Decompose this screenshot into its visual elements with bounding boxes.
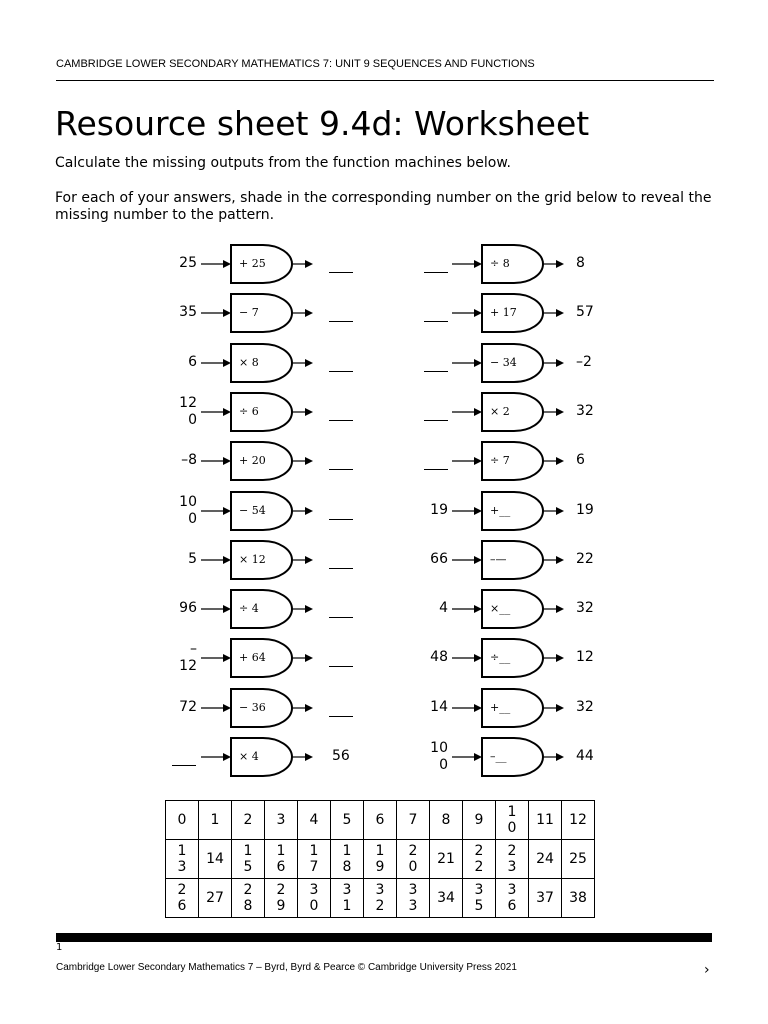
grid-cell[interactable]: 2 0 bbox=[397, 840, 430, 879]
machine-operation: –__ bbox=[490, 750, 507, 763]
grid-cell[interactable]: 3 3 bbox=[397, 879, 430, 918]
running-head: CAMBRIDGE LOWER SECONDARY MATHEMATICS 7: UNIT 9 SEQUENCES AND FUNCTIONS bbox=[56, 58, 535, 70]
output-answer-blank[interactable] bbox=[329, 716, 353, 717]
machine-operation: ÷ 6 bbox=[239, 404, 259, 418]
output-answer-blank[interactable] bbox=[329, 272, 353, 273]
machine-operation: × 2 bbox=[490, 404, 510, 418]
input-answer-blank[interactable] bbox=[424, 469, 448, 470]
machine-input: 4 bbox=[439, 600, 448, 617]
machine-output: 19 bbox=[576, 501, 594, 518]
input-answer-blank[interactable] bbox=[424, 371, 448, 372]
grid-cell[interactable]: 21 bbox=[430, 840, 463, 879]
page-title: Resource sheet 9.4d: Worksheet bbox=[55, 104, 590, 143]
grid-cell[interactable]: 7 bbox=[397, 801, 430, 840]
machine-operation: ×__ bbox=[490, 602, 511, 616]
machine-input: 12 0 bbox=[179, 394, 197, 428]
input-answer-blank[interactable] bbox=[424, 272, 448, 273]
machine-operation: − 54 bbox=[239, 503, 266, 517]
grid-cell[interactable]: 24 bbox=[529, 840, 562, 879]
grid-cell[interactable]: 9 bbox=[463, 801, 496, 840]
machine-output: 32 bbox=[576, 698, 594, 715]
grid-row bbox=[166, 801, 595, 840]
machine-output: –2 bbox=[576, 353, 592, 370]
grid-cell[interactable]: 3 0 bbox=[298, 879, 331, 918]
grid-cell[interactable]: 11 bbox=[529, 801, 562, 840]
machine-operation: × 4 bbox=[239, 750, 259, 763]
machine-input: 10 0 bbox=[179, 493, 197, 527]
grid-cell[interactable]: 38 bbox=[562, 879, 595, 918]
machine-input: 25 bbox=[179, 255, 197, 271]
machine-output: 8 bbox=[576, 255, 585, 271]
grid-cell[interactable]: 3 5 bbox=[463, 879, 496, 918]
machine-operation: ÷ 4 bbox=[239, 602, 259, 616]
grid-cell[interactable]: 2 3 bbox=[496, 840, 529, 879]
machine-input: 48 bbox=[430, 649, 448, 666]
output-answer-blank[interactable] bbox=[329, 617, 353, 618]
grid-cell[interactable]: 4 bbox=[298, 801, 331, 840]
input-answer-blank[interactable] bbox=[424, 420, 448, 421]
machine-input: 72 bbox=[179, 698, 197, 715]
machine-input: –8 bbox=[181, 452, 197, 469]
grid-cell[interactable]: 27 bbox=[199, 879, 232, 918]
grid-cell[interactable]: 3 2 bbox=[364, 879, 397, 918]
number-grid bbox=[165, 800, 595, 918]
grid-cell[interactable]: 1 6 bbox=[265, 840, 298, 879]
grid-cell[interactable]: 1 3 bbox=[166, 840, 199, 879]
machine-input: 6 bbox=[188, 353, 197, 370]
machine-input: 5 bbox=[188, 550, 197, 567]
machine-operation: + 64 bbox=[239, 651, 266, 665]
machine-operation: − 7 bbox=[239, 306, 259, 320]
machine-input: 66 bbox=[430, 550, 448, 567]
machine-operation: − 36 bbox=[239, 700, 266, 714]
output-answer-blank[interactable] bbox=[329, 371, 353, 372]
grid-cell[interactable]: 2 8 bbox=[232, 879, 265, 918]
next-page-mark: › bbox=[704, 962, 710, 978]
output-answer-blank[interactable] bbox=[329, 568, 353, 569]
grid-cell[interactable]: 37 bbox=[529, 879, 562, 918]
grid-cell[interactable]: 1 5 bbox=[232, 840, 265, 879]
output-answer-blank[interactable] bbox=[329, 420, 353, 421]
input-answer-blank[interactable] bbox=[424, 321, 448, 322]
grid-cell[interactable]: 3 6 bbox=[496, 879, 529, 918]
machine-output: 32 bbox=[576, 600, 594, 617]
grid-cell[interactable]: 2 9 bbox=[265, 879, 298, 918]
grid-cell[interactable]: 0 bbox=[166, 801, 199, 840]
output-answer-blank[interactable] bbox=[329, 469, 353, 470]
machine-operation: +__ bbox=[490, 503, 511, 517]
grid-cell[interactable]: 25 bbox=[562, 840, 595, 879]
grid-cell[interactable]: 3 bbox=[265, 801, 298, 840]
grid-row bbox=[166, 879, 595, 918]
instruction-2: For each of your answers, shade in the corresponding number on the grid below to reveal the missing number to the pattern. bbox=[55, 190, 712, 223]
machine-output: 57 bbox=[576, 304, 594, 321]
grid-cell[interactable]: 1 0 bbox=[496, 801, 529, 840]
machine-operation: × 8 bbox=[239, 355, 259, 369]
machine-input: 19 bbox=[430, 501, 448, 518]
grid-cell[interactable]: 2 6 bbox=[166, 879, 199, 918]
grid-cell[interactable]: 3 1 bbox=[331, 879, 364, 918]
machine-operation: –— bbox=[490, 552, 507, 566]
grid-cell[interactable]: 2 2 bbox=[463, 840, 496, 879]
machine-input: 14 bbox=[430, 698, 448, 715]
footer-bar bbox=[56, 933, 712, 942]
grid-cell[interactable]: 2 bbox=[232, 801, 265, 840]
grid-cell[interactable]: 14 bbox=[199, 840, 232, 879]
input-answer-blank[interactable] bbox=[172, 765, 196, 766]
machine-input: 96 bbox=[179, 600, 197, 617]
footer-citation: Cambridge Lower Secondary Mathematics 7 – Byrd, Byrd & Pearce © Cambridge University Press 2021 bbox=[56, 962, 517, 973]
machine-operation: + 17 bbox=[490, 306, 517, 320]
machine-operation: × 12 bbox=[239, 552, 266, 566]
machine-operation: ÷ 8 bbox=[490, 257, 510, 270]
output-answer-blank[interactable] bbox=[329, 666, 353, 667]
grid-row bbox=[166, 840, 595, 879]
machine-operation: + 25 bbox=[239, 257, 266, 270]
grid-cell[interactable]: 8 bbox=[430, 801, 463, 840]
machine-operation: + 20 bbox=[239, 454, 266, 468]
machine-output: 44 bbox=[576, 748, 594, 764]
output-answer-blank[interactable] bbox=[329, 321, 353, 322]
machine-output: 22 bbox=[576, 550, 594, 567]
grid-cell[interactable]: 12 bbox=[562, 801, 595, 840]
page-number: 1 bbox=[56, 942, 63, 953]
machine-operation: ÷__ bbox=[490, 651, 511, 665]
grid-cell[interactable]: 5 bbox=[331, 801, 364, 840]
machine-input: 35 bbox=[179, 304, 197, 321]
machine-input: 10 0 bbox=[430, 740, 448, 773]
grid-cell[interactable]: 1 8 bbox=[331, 840, 364, 879]
machine-output: 56 bbox=[332, 748, 350, 764]
machine-operation: +__ bbox=[490, 700, 511, 714]
instruction-1: Calculate the missing outputs from the function machines below. bbox=[55, 155, 511, 171]
machine-output: 12 bbox=[576, 649, 594, 666]
machine-output: 6 bbox=[576, 452, 585, 469]
grid-cell[interactable]: 1 9 bbox=[364, 840, 397, 879]
machine-operation: ÷ 7 bbox=[490, 454, 510, 468]
grid-cell[interactable]: 6 bbox=[364, 801, 397, 840]
machine-output: 32 bbox=[576, 402, 594, 419]
grid-cell[interactable]: 1 bbox=[199, 801, 232, 840]
grid-cell[interactable]: 1 7 bbox=[298, 840, 331, 879]
grid-cell[interactable]: 34 bbox=[430, 879, 463, 918]
machine-operation: − 34 bbox=[490, 355, 517, 369]
machine-input: – 12 bbox=[179, 641, 197, 675]
output-answer-blank[interactable] bbox=[329, 519, 353, 520]
